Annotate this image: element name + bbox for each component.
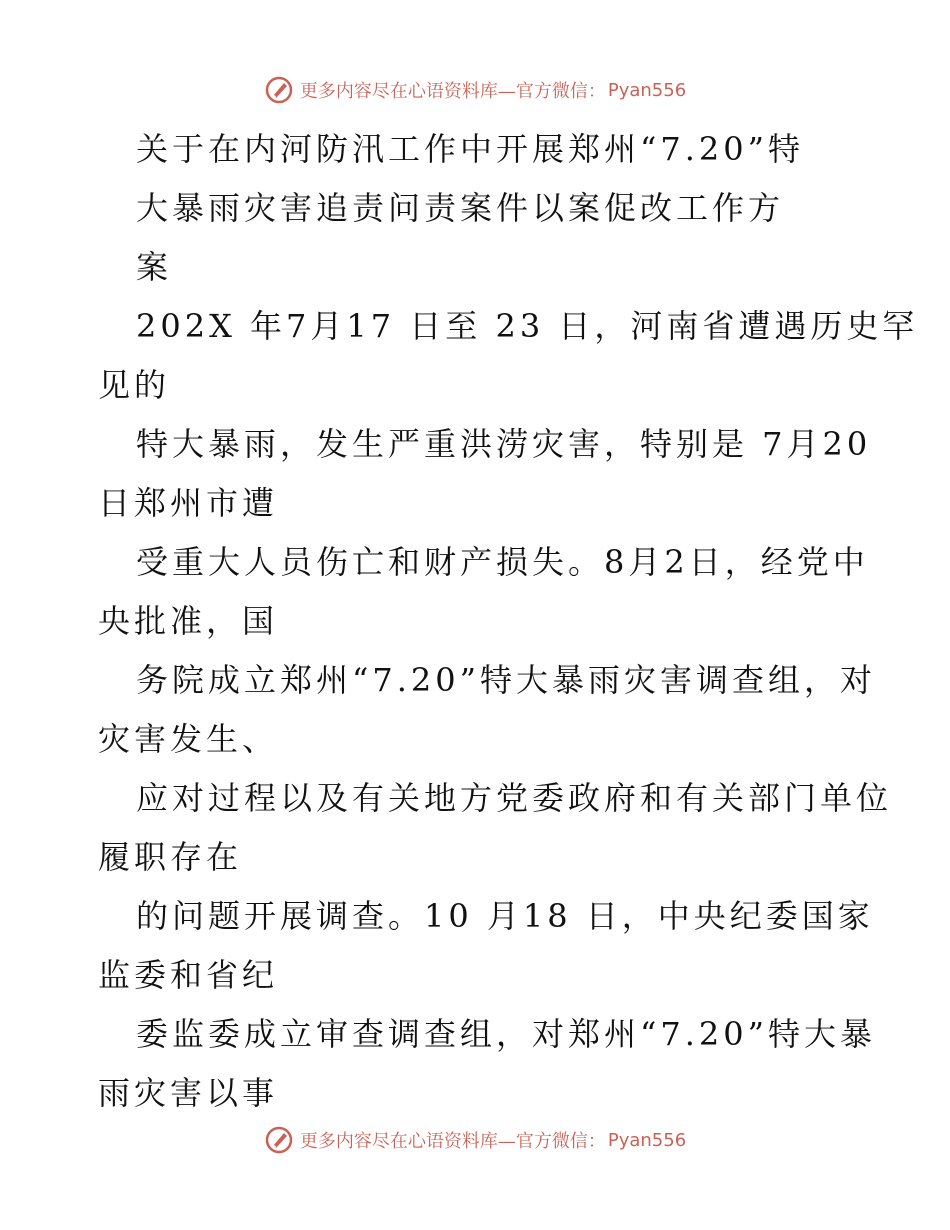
text-line: 雨灾害以事 xyxy=(98,1074,279,1112)
pen-logo-icon xyxy=(264,1125,294,1155)
watermark-handle: Pyan556 xyxy=(607,1129,687,1151)
text-line: 的问题开展调查。10 月18 日，中央纪委国家 xyxy=(136,897,874,935)
text-line: 务院成立郑州“7.20”特大暴雨灾害调查组，对 xyxy=(136,661,876,699)
text-line: 央批准，国 xyxy=(98,602,279,640)
text-line: 关于在内河防汛工作中开展郑州“7.20”特 xyxy=(136,130,804,168)
text-line: 委监委成立审查调查组，对郑州“7.20”特大暴 xyxy=(136,1015,876,1053)
footer-watermark xyxy=(0,1120,950,1160)
text-line: 履职存在 xyxy=(98,838,243,876)
text-line: 应对过程以及有关地方党委政府和有关部门单位 xyxy=(136,779,893,817)
text-line: 受重大人员伤亡和财产损失。8月2日，经党中 xyxy=(136,543,869,581)
document-body xyxy=(98,120,919,1123)
text-line: 日郑州市遭 xyxy=(98,484,279,522)
watermark-text: 更多内容尽在心语资料库—官方微信： xyxy=(299,1131,606,1152)
watermark-handle: Pyan556 xyxy=(607,79,687,101)
watermark-text: 更多内容尽在心语资料库—官方微信： xyxy=(299,81,606,102)
text-line: 大暴雨灾害追责问责案件以案促改工作方 xyxy=(136,189,785,227)
pen-logo-icon xyxy=(264,75,294,105)
text-line: 见的 xyxy=(98,366,171,404)
text-line: 监委和省纪 xyxy=(98,956,279,994)
header-watermark xyxy=(0,70,950,110)
text-line: 特大暴雨，发生严重洪涝灾害，特别是 7月20 xyxy=(136,425,872,463)
text-line: 灾害发生、 xyxy=(98,720,279,758)
text-line: 202X 年7月17 日至 23 日，河南省遭遇历史罕 xyxy=(136,307,919,345)
text-line: 案 xyxy=(136,248,173,286)
